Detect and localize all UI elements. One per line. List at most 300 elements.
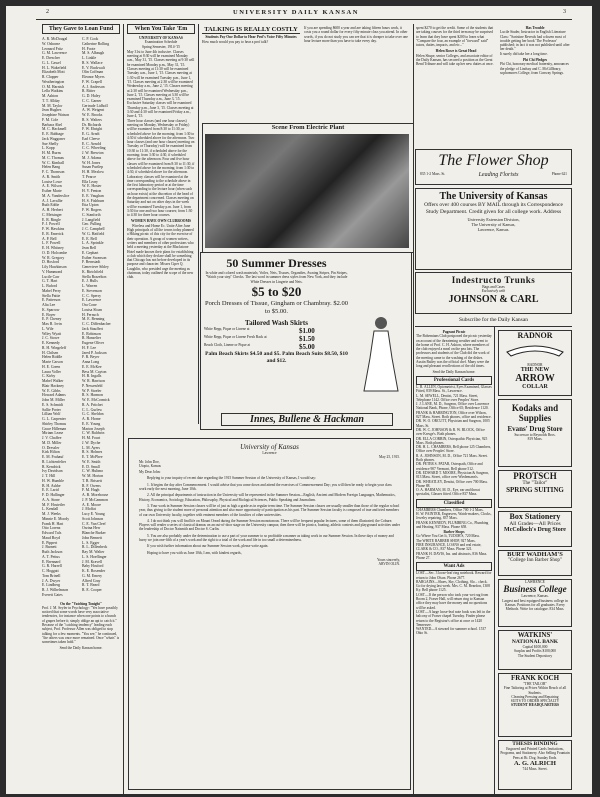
donor-name: Alta Lee [42, 303, 56, 307]
donor-name: Orzina Herr [82, 526, 101, 531]
stationery-sub: All Grades—All Prices [509, 521, 561, 527]
donor-name: E. Kennedy [42, 341, 60, 345]
costly-talk-story [202, 26, 300, 116]
donor-name: R. Clapper [42, 75, 59, 79]
donor-name: J. Barnett [42, 545, 57, 550]
donor-name: L. S. Egger [82, 540, 100, 545]
donor-name: R. Lichtenfelter [42, 459, 67, 464]
clubrooms-title: WOMEN HAVE OWN CLUBROOMS [131, 219, 191, 224]
donor-name: E. M. Fruhauf [42, 455, 64, 459]
donor-name: Helen Bang [42, 165, 61, 170]
donor-name: Gertrude Lidholl [82, 103, 108, 108]
donor-name: Stella Pattie [42, 293, 61, 298]
donor-name: C. Hoggatt [42, 569, 59, 573]
donor-name: Lucile Carr [42, 274, 60, 279]
column-rule [198, 24, 199, 424]
dresses-price: $5 to $20 [251, 283, 302, 299]
store-signature: Innes, Bullene & Hackman [221, 413, 393, 426]
donor-name: Barbara Abel [42, 122, 63, 127]
clubrooms-text: High principals of all the towns today planned a Hiking picnic of this city for the exercise of their operation. A group of women writers, writers and members of other professions who held a meeting yesterday at the Blackstone Hotel made known their plans for establishing a club which they declare shall be something that Chicago has not before developed in its purpose and character. Misses Ciper Q. Laughlin, who presided urge the meeting as chairman, today outlined the scope of the new club. [127, 228, 194, 280]
barber-title: Barber Shops [443, 530, 465, 535]
donor-name: Jack Stauffert [82, 326, 103, 331]
want-ad-item: BARGAINS—Shoes, Sky, Clothing, Slo... check. Go for drying last week. Mrs. C. M. Beardon, 1308 Ky. Bell phone 1125. [416, 579, 490, 593]
donor-name: G. M. Lawrence [42, 51, 67, 56]
letter-head-2: Lawrence [262, 451, 277, 455]
electric-plant-feature [202, 123, 414, 253]
great-head-title: Helen Rowe is Great Head [435, 49, 477, 54]
column-rule [123, 24, 124, 794]
donor-name: E. Robinson [82, 331, 101, 336]
donor-name: F. W. Hawkins [42, 227, 65, 231]
box-stationery-ad [498, 511, 572, 547]
business-college-ad [498, 579, 572, 627]
donor-name: A. W. Weigent [82, 108, 105, 113]
letter-salutation: My Dear John: [139, 470, 161, 475]
watkins-bank-ad [498, 630, 572, 670]
summer-session-letter [128, 438, 411, 790]
koch-title: FRANK KOCH [510, 674, 560, 682]
theses-name: A. G. ALRICH [514, 759, 556, 767]
koch-sub: "THE TAILOR" [523, 682, 547, 686]
donor-name: F. C. Thomson [42, 170, 65, 174]
letter-signer: ARVIN OLIN. [378, 562, 400, 567]
koch-text-2: SUITS TO ORDER SPECIALTY [510, 699, 560, 704]
donor-name: Blair Hackney [42, 383, 65, 388]
donor-name: H. W. Humble [42, 478, 64, 483]
donor-name: E. Lawrence [82, 298, 102, 303]
donor-name: Mabel Walker [42, 379, 64, 383]
koch-address: STUDENT HEADQUARTERS [510, 703, 560, 708]
donor-name: E. C. Arnold [82, 141, 102, 146]
professional-card: O. A. HARMAN, M. D., Eye, ear and throat specialist, Glasses fitted. Office 837 Mass. [416, 488, 480, 497]
trunks-sub: Bags and Cases [482, 285, 505, 289]
donor-name: Jared P. Jackson [82, 350, 107, 355]
letter-paragraph: 4. I do not think you will find life on Mount Oread during the Summer Session monotonous. There will be frequent popular lectures, some of them illustrated; the Coburn Players will render a series of classical dramas on an out-of-door stage on the University campus; then there will be picnics, boating, athletic contests and playground activities under the leadership of Doctor Naismith and Doctor S. Carlin. [139, 518, 400, 532]
donor-name: A. P. Bell [42, 236, 57, 241]
donor-name: E. E. Young [82, 421, 101, 426]
trunks-exclusive: Exclusively with [481, 289, 506, 294]
donor-name: R. S. Holmes [82, 450, 103, 455]
exam-text: May 31st to June 4th inclusive. Classes meeting at 8:30 will be examined Monday a.m., May 31, '15. Classes meeting at 9:30 will be examined Monday p.m., May 31, '15. Classes meeting at 11:30 will be examined Tuesday a.m., June 1, '15. Classes meeting at 1:30 will be examined Tuesday p.m., June 1, '15. Classes meeting at 2:30 will be examined Wednesday a.m., June 2, '15. Classes meeting at 2:30 will be examined Wednesday p.m., June 2, '15. Classes meeting at 3:30 will be examined Thursday a.m., June 3, '15. Exclusive Saturday classes will be examined Thursday p.m., June 3, '15. Classes meeting at 3:30 and 4:30 will be examined Friday a.m., June 4, '15. [127, 49, 195, 119]
donor-name: E. Stevenson [82, 288, 102, 293]
donor-name: E. Brennard [42, 559, 61, 564]
university-ad-text: Offers over 400 courses BY MAIL through its Correspondence Study Department. Credit given for all college work. Address [424, 202, 563, 215]
theses-text: Engraved and Printed Cards Invitations, Programs, and Stationery. Also Selling Fountain Pens at Rt. Dog. Sunday Ends. [500, 747, 570, 760]
kodaks-ad [498, 399, 572, 467]
university-ad [415, 188, 572, 270]
professional-cards-list [416, 385, 492, 497]
donor-name: Lillian Wolf [42, 412, 61, 417]
masthead-title: UNIVERSITY DAILY KANSAN [233, 9, 359, 16]
donor-name: J. Moffat [82, 507, 96, 512]
donor-name: W. E. Smith [82, 459, 101, 464]
college-top: LAWRENCE [525, 580, 545, 584]
subscribe-bar: Subscribe for the Daily Kansan [458, 317, 529, 323]
university-ad-address-1: University Extension Division, [467, 217, 520, 223]
donor-name: Geo. Pulling [82, 222, 102, 227]
donor-name: E. E. McKee [82, 364, 102, 369]
donor-name: Eugene Oliver [82, 341, 105, 345]
stationery-store: McColloch's Drug Store [504, 527, 566, 533]
donor-name: M. D. Miller [42, 440, 62, 445]
donor-name: J. M. Kravell [82, 559, 103, 564]
exam-text-3: Laboratory classes will be examined at the time corresponding to the schedule above in the first laboratory period or at the time corresponding to the lecture hour (when such an hour exists) at the discretion of the head of the department concerned. Classes meeting on Saturday and not on other days in the week will be examined Tuesday p.m. June 1, from 3:30 for one and two hour courses; from 1:30 to 4:30 for three hour courses. [127, 174, 194, 218]
donor-list-right [82, 37, 120, 598]
col5-stories [500, 26, 570, 102]
university-ad-address-2: The University of Kansas, [471, 222, 516, 228]
letter-paragraph: 2. All the principal departments of instruction in the University will be represented in the Summer Session—English, Ancient and Modern Foreign Languages, Mathematics, History, Economics, Sociology, Education, Philosophy, Physical and Biological Sciences, Public Speaking and Journalism. [139, 493, 396, 502]
donor-name: Wiley Wyatt [42, 331, 62, 336]
donor-name: Ora Cone [82, 303, 97, 307]
donor-name: M. F. Hostetler [42, 502, 65, 507]
donor-name: M. C. Hackmell [42, 127, 67, 132]
col4-story-continued: spent $270 to get the credit. Some of the students that are taking courses for the third term may be surprised to learn that they have spent $200 to learn what "Compare the four, an example of "forward" said" tutors, duties, impacts, and etc..." [416, 26, 494, 48]
donor-name: Anna Long [82, 360, 100, 364]
donor-name: H. H. Mexlow [82, 170, 104, 174]
subscribe-line: Send the Daily Kansan home. [59, 646, 103, 651]
donor-name: E. G. Arndt [82, 132, 100, 136]
kodaks-address: 819 Mass. [527, 437, 543, 442]
college-text: Largest and best equipped business college in Kansas. Positions for all graduates. Every Methods. Write for catalogue. 834 Mass. [502, 598, 568, 612]
donor-name: H. Foote [82, 46, 96, 51]
koch-sub-2: Cleaning Pressing and Repairing [511, 694, 559, 699]
pageant-text: The Bohemians Club postponed the picnic yesterday on account of the threatening weather and went to the home of Prof. C. H. Ashton, where members of the club enjoyed a meal on the pea lots. The professors and students of the Club did the work of the meeting came to the washing of the dishes. Austin Bailey was the official chef. Many were the long and pleasant recollections of the old times. [416, 334, 492, 369]
professional-card: DR. PETER S. PATAR, Osteopath, Office and residence 907 Vermont, Bell phone 512. [416, 462, 483, 471]
theses-title: THESIS BINDING [512, 741, 558, 747]
donor-name: E. P. Cheney [42, 317, 62, 322]
electric-plant-photo [205, 134, 409, 248]
donor-name: W. M. Horton [82, 474, 104, 478]
donor-name: H. S. Fishburn [82, 198, 105, 203]
donor-name: G. M. Emery [82, 573, 103, 578]
professional-cards-title: Professional Cards [416, 376, 492, 385]
donor-name: E. Pippert [42, 540, 58, 545]
letter-date: May 25, 1915. [379, 455, 400, 460]
skirt-price: $1.00 [299, 326, 315, 335]
donor-name: H. B. Ingalls [82, 374, 102, 379]
donor-name: T. B. Brissett [82, 478, 102, 483]
summer-dresses-ad [200, 252, 412, 430]
professional-card: J. J. LANE, M. D., Surgeon, Office over Lawrence National Bank, Phone, Office 65; Residence 1120. [416, 402, 490, 411]
protsch-title: PROTSCH [513, 471, 557, 481]
donor-name: M. M. Taylor [42, 103, 63, 108]
donor-name: Lily Hawkinson [42, 265, 67, 269]
classified-title: Classified [416, 499, 492, 508]
loan-fund-footer-title: On the "Vatching Tonight" [60, 601, 102, 606]
donor-name: O. Dressler [42, 445, 60, 450]
donor-name: John Bennett [82, 535, 102, 540]
donor-name: Grace Hilleman [42, 426, 67, 431]
donor-name: A. A. Stone [42, 497, 60, 502]
donor-name: A. B. Morehouse [82, 493, 109, 497]
donor-name: A. E. Wilson [42, 184, 62, 189]
donor-name: Otto Lorenz [42, 526, 61, 531]
donor-name: Eleanor Myers [82, 75, 105, 79]
burt-ad [498, 550, 572, 576]
donor-name: E. H. Whitney [42, 246, 64, 250]
donor-name: Jean Bell [82, 246, 97, 250]
letter-closing: Yours sincerely, [377, 557, 400, 562]
donor-name: F. J. Powell [42, 222, 60, 227]
donor-name: H. M. Fourt [82, 436, 101, 440]
letter-paragraph: Replying to your inquiry of recent date regarding the 1915 Summer Session of the University of Kansas, I would say: [147, 476, 317, 481]
donor-name: L. Wile [42, 326, 54, 331]
donor-name: P. Nessenfeld [82, 383, 103, 388]
donor-name: Edward Tuls [42, 531, 62, 535]
donor-name: H. M. Burns [42, 151, 61, 155]
burt-line: "College Inn Barber Shop" [508, 558, 562, 563]
donor-name: E. E. Bell [82, 236, 97, 241]
donor-name: O. M. Harnish [42, 84, 64, 89]
letter-paragraph: 3. Your work in Summer Session classes will be of just as high a grade as in regular term time. The Summer Session classes are usually smaller than those of the regular school year, thus giving to the student more of personal attention and also more opportunity of participation as his part. The Summer Session faculty is composed of true and tried members of our own University faculty, together with eminent members of the faculties of other universities. [139, 503, 400, 517]
donor-name: E. D. Small [82, 464, 100, 469]
donor-name: Earl Cleeve [82, 136, 100, 141]
donor-name: C. C. Garner [82, 98, 102, 103]
donor-name: F. Bernstadt [82, 260, 101, 265]
skirts-title: Tailored Wash Skirts [245, 318, 308, 327]
costly-talk-title: TALKING IS REALLY COSTLY [202, 26, 300, 34]
donor-name: D. Hosford [42, 260, 60, 265]
university-ad-address-3: Lawrence, Kansas. [477, 227, 510, 233]
donor-name: J. C. Campbell [82, 227, 105, 231]
donor-name: W. E. McCormick [82, 398, 110, 402]
phi-chi-title: Phi Chi Pledges [522, 58, 548, 63]
donor-name: Baby Hosford [82, 564, 104, 569]
donor-name: L. M. Ayers [82, 445, 101, 450]
donor-name: Genevieve Sibley [82, 265, 109, 269]
col4-lower [416, 330, 492, 792]
donor-name: Ivy Davidson [42, 469, 63, 474]
donor-name: E. E. Babbage [42, 132, 64, 136]
classified-list [416, 508, 492, 529]
want-ad-item: WANTED—A steward for summer school. 1537 Ohio St. [416, 627, 487, 636]
donor-name: E. Drescher [42, 56, 60, 60]
donor-name: W. P. Stoeler [82, 388, 102, 393]
trunks-store: JOHNSON & CARL [448, 293, 539, 305]
letter-head: University of Kansas [240, 443, 299, 451]
protsch-ad [498, 470, 572, 508]
donor-name: Minnie E. Moody [42, 516, 70, 521]
professional-card: L. M. SEWELL, Dentist, 721 Mass. Street, Telephone 1142. Office over Peoples' Store. [416, 393, 480, 402]
donor-name: R. A. Pritchet [82, 402, 103, 407]
donor-name: Dr. Richards [82, 122, 102, 127]
donor-name: L. S. Hoeflinger [82, 554, 107, 559]
burt-name: BURT WADHAM'S [507, 551, 563, 558]
want-ad-item: LOST—If the person who took your wet rug from Room 2, Fraser Hall, will return ring to Kansan office they may have the money and no questions will be asked. [416, 592, 489, 610]
donor-name: Jean Hughes [42, 108, 62, 113]
exam-text-2: Three hour classes (and one hour classes) meeting on Monday, Wednesday or Friday) will be examined from 8:30 to 11:30, or scheduled above for the morning; from 1:30 to 4:30 if scheduled above for the afternoon. Two hour classes (and one hour classes) meeting on Tuesday or Thursday) will be examined from 10:30 to 11:30, if scheduled above for the morning; from 3:30 to 4:30, if scheduled above for the afternoon. Four and five hour classes will be examined from 8:30 to 11:30, if scheduled above for the morning; from 1:30 to 4:30, if scheduled above for the afternoon. [127, 118, 195, 175]
loan-fund-title: They Gave to Loan Fund [42, 24, 120, 34]
donor-name: E. J. Hulls [82, 279, 98, 284]
exam-schedule-section [127, 24, 195, 426]
donor-name: Lella Watkins [42, 89, 64, 94]
donor-name: E. Gephart [82, 250, 99, 255]
college-city: Lawrence, Kansas. [521, 594, 549, 599]
exam-head-1: UNIVERSITY OF KANSAS [139, 36, 183, 40]
costly-talk-subtitle: Students Pay One Dollar to Hear Prof's Voice Fifty Minutes [205, 35, 297, 39]
costly-talk-text: How much would you pay to hear a prof talk? [202, 40, 269, 45]
donor-name: A. T. Pettus [42, 554, 60, 559]
donor-name: H. F. Lee [82, 345, 97, 350]
donor-name: Esther Marie [42, 189, 62, 193]
donor-name: W. E. Brooks [82, 113, 103, 117]
donor-name: B. H. Ashbe [42, 483, 61, 488]
donor-name: John M. Miller [42, 398, 65, 402]
donor-name: O. D. Holcombe [42, 250, 68, 255]
trouble-text: Lucile Studer, Instructor in English Literature Class: "Saristine Reveals had a dozen most of trouble getting her book 'The Professor' published; in fact it was not published until after her death." [500, 30, 570, 52]
donor-name: Laura Voller [42, 369, 61, 374]
donor-list-left [42, 37, 80, 598]
donor-name: R. S. Harmon [82, 393, 103, 398]
donor-name: R. Hanselier [82, 336, 101, 341]
collar-arrow: ARROW [515, 373, 555, 385]
donor-name: R. S. Walters [82, 117, 102, 122]
donor-name: A. J. Lavallie [42, 198, 63, 203]
donor-name: Marion Joseph [82, 426, 105, 431]
donor-name: A. H. Herbert [42, 208, 63, 212]
collar-drawing-icon [499, 340, 571, 358]
exam-schedule-title: When You Take 'Em [127, 24, 195, 34]
want-ad-item: LOST—Sec. 3 loose-leaf ring notebook. Reward for return to John Olson. Phone 2677. [416, 571, 492, 580]
exam-head-3: Spring Semester, 1914-'15 [142, 44, 180, 49]
newspaper-page [6, 6, 592, 794]
donor-name: J. T. Hill [42, 474, 56, 478]
donor-name: A. J. Anderson [82, 84, 105, 89]
donor-name: Everett Gates [42, 592, 63, 597]
donor-name: G. C. Sheldon [82, 412, 104, 417]
arrow-collar-ad [498, 330, 572, 396]
donor-name: F. D. Hallinger [42, 493, 65, 497]
donor-name: Alfred Gray [82, 578, 101, 583]
letter-paragraph: If you wish further information about our Summer Session work, please write again. [147, 544, 269, 549]
theses-address: 744 Mass. Street. [522, 766, 548, 771]
donor-name: W. E. Hosier [82, 184, 102, 189]
donor-name: Catherine Rolling [82, 41, 110, 46]
professional-card: DR. WHEATLEY, Dentist, Office over 700 Mass. Phone 88. [416, 479, 488, 488]
dresses-title: 50 Summer Dresses [226, 256, 327, 270]
want-ad-item: LOST—A large loose-leaf note book was left in the balcony of Fraser chapel Tuesday. Finder please return to the Registrar's office at once or 1420 Tennessee. [416, 609, 491, 627]
professional-card: L. R. ALLEN, Optometrist, Eyes Examined, Glasses Fitted, 839 Mass. St., Lawrence. [416, 384, 492, 394]
flower-shop-title: The Flower Shop [438, 152, 549, 169]
watkins-surplus: Surplus and Profits $100,000 [514, 649, 556, 654]
donor-name: Shirley Thomas [42, 421, 67, 426]
donor-name: Max R. Irvin [42, 322, 62, 326]
donor-name: F. W. Ebright [82, 127, 103, 132]
donor-name: Esther Swanson [82, 255, 107, 260]
donor-name: Mabel Perry [42, 288, 61, 293]
donor-name: Ruth Eddie [42, 203, 60, 208]
donor-name: J. A. Dwyer [42, 578, 61, 583]
donor-name: L. Linkle [82, 56, 97, 60]
donor-name: M. J. Weeks [42, 512, 61, 516]
donor-name: Frank H. Hart [42, 521, 64, 526]
donor-name: C. W. Baldwin [82, 431, 105, 436]
donor-name: Elizabeth Mott [42, 70, 65, 75]
donor-name: T. Pearce [82, 174, 97, 179]
letter-paragraph: 1. It begins the day after Commencement. I would advise that you come down and attend the exercises of Commencement Day; you will then be ready to begin your class work early the next morning, June 10th. [139, 482, 392, 492]
dresses-sub: In white and colored wash materials; Voiles, Nets, Tissues, Organdies, Awning Stripes, Pin Stripes, "Watch your step" Checks. The last word in summer dress styles from New York, and they include White Dresses in Lingerie and Nets. [205, 271, 348, 284]
page-number-left: 2 [46, 9, 49, 15]
kodaks-title-2: Supplies [518, 413, 552, 423]
donor-name: G. L. Carpenter [42, 417, 66, 421]
exam-head-2: Examination Schedule [144, 40, 178, 45]
donor-name: Louise Lowe [42, 179, 62, 184]
donor-name: Miriam Lease [42, 431, 64, 436]
collar-the-new: THE NEW [520, 367, 550, 374]
flower-shop-phone: Phone 621 [551, 172, 567, 176]
donor-name: L. Buford [42, 284, 57, 288]
donor-name: R. L. Dillenbeck [82, 545, 108, 550]
collar-collar: COLLAR [522, 384, 548, 391]
donor-name: Tom Brinell [42, 573, 61, 578]
flower-shop-address: 835 1-2 Mass. St. [420, 172, 446, 176]
trunks-ad [415, 272, 572, 314]
koch-text: Fine Tailoring at Prices Within Reach of all Students. [503, 686, 567, 695]
column-rule [494, 326, 495, 794]
donor-name: F. M. Hugh [82, 488, 100, 493]
donor-name: W. E. Gibbs [42, 388, 61, 393]
skirts-prices [299, 327, 349, 351]
college-name: Business College [503, 584, 567, 595]
donor-name: E. Boyer [42, 312, 56, 317]
donor-name: Blanche Barker [82, 531, 106, 535]
classified-item: H. W. PAINTER, Engravers, Watch-makers, Clocks, Jewelry repairing, 837 Mass. [416, 511, 492, 521]
donor-name: H. E. Green [42, 364, 61, 369]
skirt-price: $5.00 [299, 342, 315, 351]
donor-name: R. H. Wingeleff [42, 345, 67, 350]
collar-brand-small: RADNOR [527, 363, 543, 367]
frank-koch-ad [498, 673, 572, 737]
donor-name: E. S. Schmidt [42, 402, 63, 407]
donor-name: R. E. Cooper [82, 588, 102, 592]
watkins-depository: The Student Depository [517, 653, 553, 658]
donor-name: M. Ashton [42, 94, 59, 98]
donor-name: M. E. Benning [82, 317, 105, 322]
dress-illustration [356, 313, 406, 393]
donor-name: C. W. Hultmo [82, 469, 104, 474]
donor-name: M. S. Albaugh [82, 51, 105, 56]
skirt-price: $1.50 [299, 334, 315, 343]
pageant-title: Pageant Picnic [442, 330, 466, 334]
barber-item: The WHITE BARBER SHOP, 927 Mass. [416, 538, 476, 543]
insurance-item: FRANK H. DAVIS, Ins. and abstracts, 836 Mass. Phone 27. [416, 551, 488, 560]
donor-name: M. C. Thomas [42, 155, 64, 160]
col4-stories [416, 26, 496, 92]
university-ad-title: The University of Kansas [439, 191, 548, 202]
donor-name: J. W. Brewton [82, 151, 104, 155]
insurance-list [416, 543, 492, 560]
donor-name: M. J. Adams [82, 155, 102, 160]
professional-card: FRANK & HARRINGTON, Office over Wilson, 827 Mass. Street. Both phones, office and residence. [416, 410, 492, 420]
kodaks-store: Evans' Drug Store [507, 425, 563, 433]
theses-ad [498, 740, 572, 790]
donor-name: E. Lindberg [42, 583, 61, 588]
donor-name: Marie Carson [42, 360, 63, 364]
letter-paragraph: 5. You are also probably under the determination to use a part of your summer to so profitable a manner as taking work in our Summer Session. In these days of money and hurry we join one-fifth of a year's work and the right to a total of the work and life in too small a determinedness. [139, 533, 394, 543]
donor-name: Lucy E. Young [82, 512, 105, 516]
professional-card: R. A. JOHNSON, M. D., Office 721 Mass. Street. Both phones. [416, 453, 488, 463]
donor-name: E. V. Buckwalt [82, 65, 105, 70]
donor-name: R. Ritter [82, 89, 96, 94]
donor-name: E. E. Vaughan [82, 193, 104, 198]
watkins-title: WATKINS' [517, 631, 553, 639]
kodaks-sub: Successor to Reynolds Bros. [514, 433, 556, 437]
donor-name: C. Stanforth [82, 212, 101, 217]
donor-name: H. Chilsen [42, 350, 59, 355]
dress-figure-icon [356, 313, 406, 393]
donor-name: W. C. Kimball [42, 160, 65, 165]
collar-brand: RADNOR [517, 331, 553, 340]
